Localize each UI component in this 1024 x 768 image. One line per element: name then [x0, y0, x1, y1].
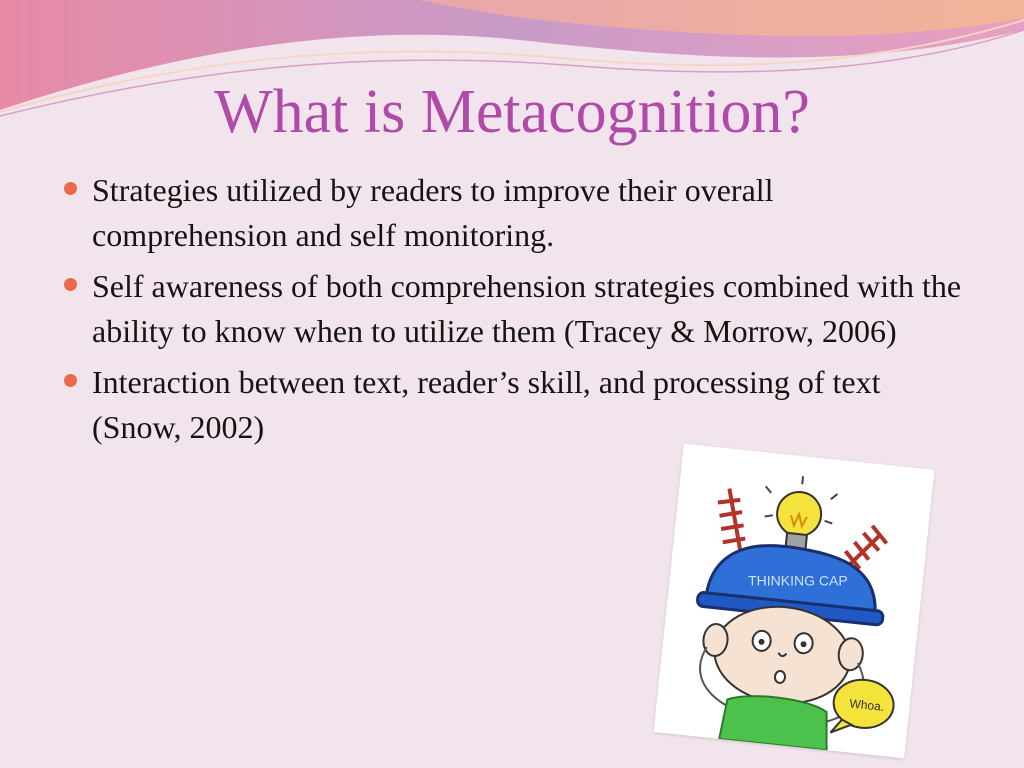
speech-bubble-text: Whoa. — [848, 696, 885, 714]
slide-title: What is Metacognition? — [214, 78, 810, 146]
bullet-icon — [64, 182, 77, 195]
thinking-cap-illustration — [654, 444, 935, 759]
cap-label: THINKING CAP — [748, 572, 848, 589]
speech-bubble-icon — [830, 677, 896, 739]
bullet-text: Interaction between text, reader’s skill, and processing of text (Snow, 2002) — [92, 364, 881, 445]
bullet-icon — [64, 374, 77, 387]
bullet-text: Self awareness of both comprehension strategies combined with the ability to know when to utilize them (Tracey & Morrow, 2006) — [92, 268, 962, 349]
bullet-icon — [64, 278, 77, 291]
bullet-item — [62, 264, 972, 354]
bullet-item — [62, 168, 972, 258]
bullet-list — [62, 168, 972, 456]
bullet-item — [62, 360, 972, 450]
bullet-text: Strategies utilized by readers to improve their overall comprehension and self monitoring. — [92, 172, 774, 253]
